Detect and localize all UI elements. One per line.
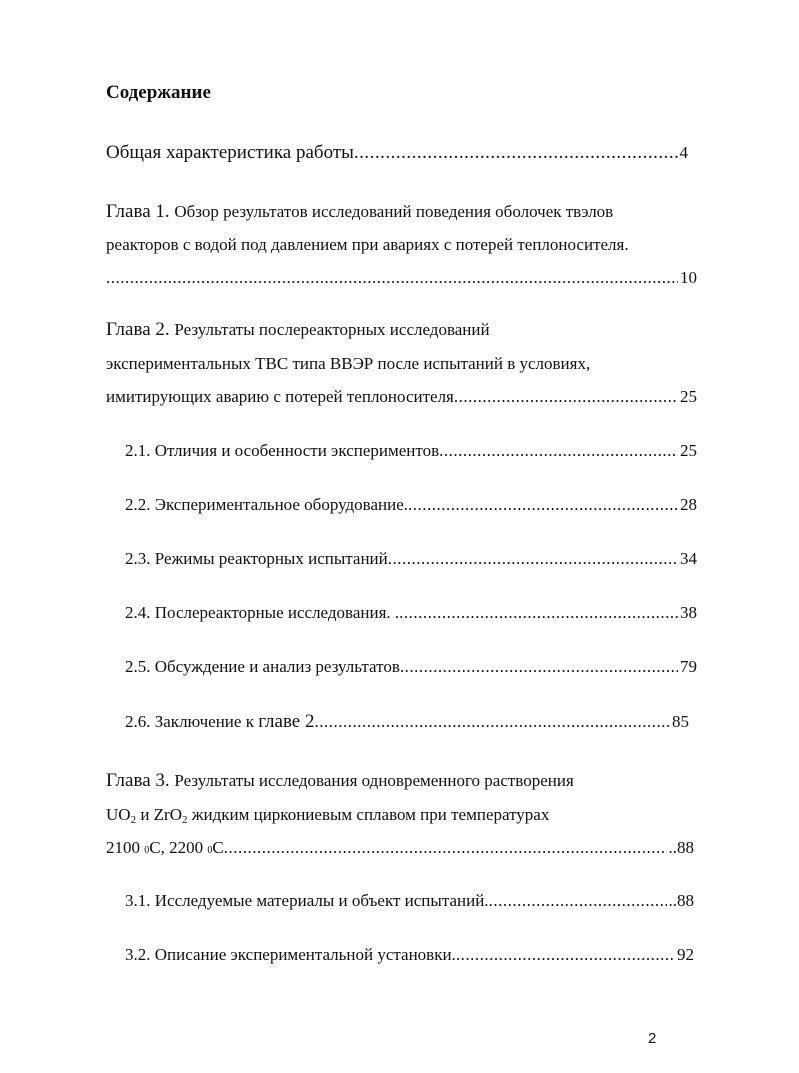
leader-dots [439,441,678,461]
chapter-prefix: Глава 3. [106,770,170,791]
chapter-title: Результаты послереакторных исследований [174,320,490,339]
leader-dots [454,387,678,407]
toc-entry-text: 2.1. Отличия и особенности экспериментов [125,441,440,460]
temperature-2: C, 2200 [149,838,208,857]
toc-entry-text: 3.1. Исследуемые материалы и объект испытаний. [125,891,489,910]
toc-entry-text: 2.3. Режимы реакторных испытаний [125,549,388,568]
toc-entry-2-2 [125,495,697,515]
toc-entry-text: 2.4. Послереакторные исследования. . [125,603,400,622]
toc-entry-2-3 [125,549,697,569]
toc-entry-text: 2.6. Заключение к [125,712,254,731]
toc-entry-page: ..88 [668,891,694,910]
temperature-unit: C [212,838,224,857]
toc-entry-ch1-line2: реакторов с водой под давлением при авариях с потерей теплоносителя. [106,235,629,254]
toc-entry-text: 2.2. Экспериментальное оборудование. [125,495,409,514]
conjunction: и [136,805,154,824]
toc-entry-text-large: главе 2 [258,711,315,732]
toc-entry-3-1 [125,891,694,911]
leader-dots [224,838,667,858]
toc-entry-2-6 [125,711,689,733]
toc-entry-ch2-line1 [106,319,490,341]
toc-entry-general [106,142,688,164]
toc-entry-2-4 [125,603,697,623]
toc-entry-page: 92 [677,945,694,964]
toc-entry-page: 79 [680,657,697,676]
leader-dots [354,142,678,164]
toc-entry-ch3-line1 [106,770,574,792]
toc-entry-ch2-line2: экспериментальных ТВС типа ВВЭР после испытаний в условиях, [106,354,591,373]
toc-entry-page: 28 [680,495,697,514]
toc-entry-3-2 [125,945,694,965]
leader-dots [315,712,671,732]
chapter-title: жидким циркониевым сплавом при температурах [187,805,550,824]
temperature-1: 2100 [106,838,145,857]
toc-entry-text: имитирующих аварию с потерей теплоносителя [106,387,454,406]
toc-entry-ch3-line3 [106,838,694,858]
toc-entry-page: 38 [680,603,697,622]
chapter-title: Результаты исследования одновременного растворения [174,771,574,790]
chapter-prefix: Глава 2. [106,319,170,340]
chapter-prefix: Глава [106,201,151,222]
toc-entry-page: 4 [679,143,688,162]
leader-dots [106,268,678,288]
leader-dots [388,549,678,569]
toc-entry-page: ..88 [668,838,694,857]
chapter-title: Обзор результатов исследований поведения оболочек твэлов [174,202,614,221]
degree-mark: 0 [207,845,213,856]
subscript: 2 [130,814,137,826]
leader-dots [456,945,675,965]
toc-entry-page: 34 [680,549,697,568]
leader-dots [489,891,667,911]
formula-uo: UO [106,805,131,824]
toc-entry-ch2-line3 [106,387,697,407]
toc-entry-ch1-line3 [106,268,697,288]
page-number: 2 [648,1030,657,1047]
toc-entry-page: 25 [680,387,697,406]
leader-dots [400,657,678,677]
toc-entry-page: 10 [680,268,697,287]
chapter-number: 1. [155,201,170,222]
toc-entry-page: 25 [680,441,697,460]
toc-entry-ch3-line2 [106,805,549,826]
leader-dots [408,495,678,515]
toc-entry-page: 85 [672,712,689,731]
subscript: 2 [182,814,188,826]
toc-entry-2-1 [125,441,697,461]
leader-dots [399,603,678,623]
toc-entry-ch1-line1 [106,201,613,223]
page-title: Содержание [106,82,211,103]
toc-entry-text: 3.2. Описание экспериментальной установки. [125,945,456,964]
toc-entry-2-5 [125,657,697,677]
degree-mark: 0 [144,845,150,856]
toc-entry-text: Общая характеристика работы [106,142,354,163]
formula-zro: ZrO [153,805,182,824]
toc-entry-text: 2.5. Обсуждение и анализ результатов [125,657,400,676]
